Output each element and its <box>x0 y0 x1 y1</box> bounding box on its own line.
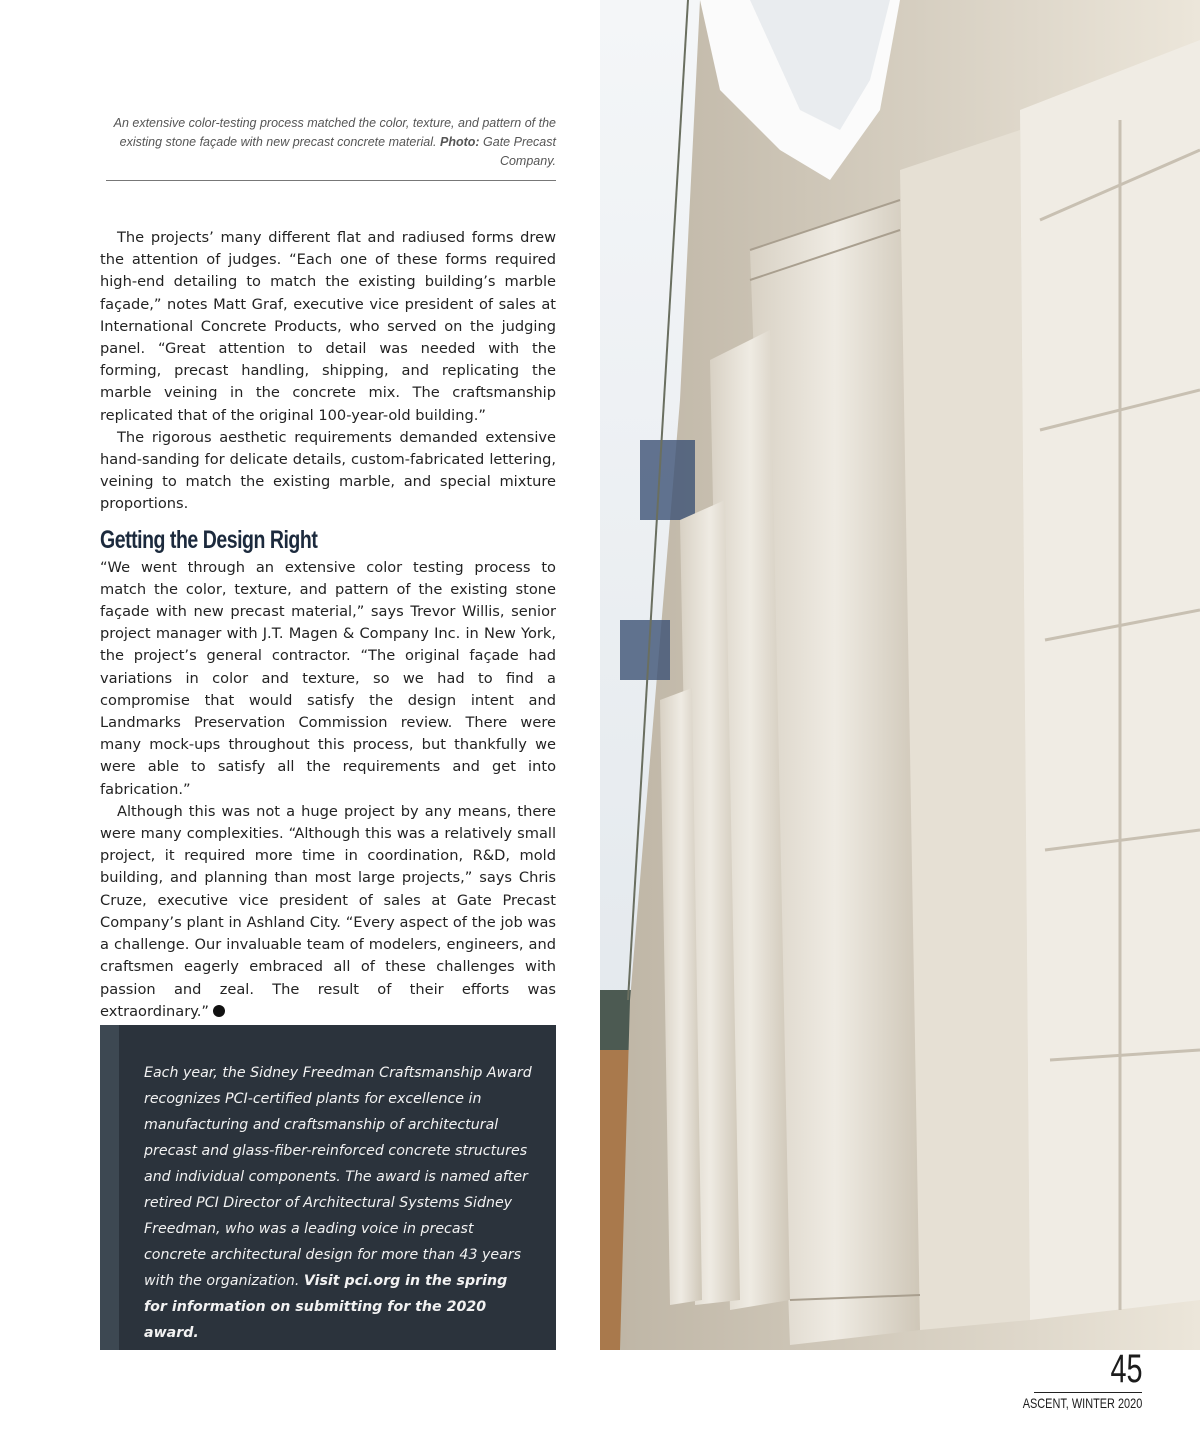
caption-text: An extensive color-testing process matched the color, texture, and pattern of the existing stone façade with new precast concrete material. <box>113 116 556 149</box>
magazine-issue: ASCENT, WINTER 2020 <box>1022 1395 1142 1411</box>
sidebar-accent-bar <box>100 1025 119 1350</box>
sidebar-description: Each year, the Sidney Freedman Craftsmanship Award recognizes PCI-certified plants for excellence in manufacturing and craftsmanship of architectural precast and glass-fiber-reinforced concrete structures and individual components. The award is named after retired PCI Director of Architectural Systems Sidney Freedman, who was a leading voice in precast concrete architectural design for more than 43 years with the organization. <box>144 1065 532 1289</box>
end-of-article-bullet-icon <box>213 1005 225 1017</box>
sidebar-call-to-action: Visit pci.org in the spring for information on submitting for the 2020 award. <box>144 1273 508 1341</box>
article-paragraph-3: “We went through an extensive color testing process to match the color, texture, and pattern of the existing stone façade with new precast material,” says Trevor Willis, senior project manager with J.T. Magen & Company Inc. in New York, the project’s general contractor. “The original façade had variations in color and texture, so we had to find a compromise that would satisfy the design intent and Landmarks Preservation Commission review. There were many mock-ups throughout this process, but thankfully we were able to satisfy all the requirements and get into fabrication.” <box>100 558 556 798</box>
article-paragraph-4-text: Although this was not a huge project by any means, there were many complexities. “Although this was a relatively small project, it required more time in coordination, R&D, mold building, and planning than most large projects,” says Chris Cruze, executive vice president of sales at Gate Precast Company’s plant in Ashland City. “Every aspect of the job was a challenge. Our invaluable team of modelers, engineers, and craftsmen eagerly embraced all of these challenges with passion and zeal. The result of their efforts was extraordinary.” <box>100 802 556 1020</box>
caption-divider <box>106 180 556 181</box>
photo-caption <box>104 114 556 171</box>
article-paragraph-2: The rigorous aesthetic requirements demanded extensive hand-sanding for delicate details, custom-fabricated lettering, veining to match the existing marble, and special mixture proportions. <box>100 428 556 513</box>
page-number: 45 <box>1109 1347 1142 1391</box>
award-sidebar <box>100 1025 556 1350</box>
folio-divider <box>1034 1392 1142 1393</box>
article-paragraph-1: The projects’ many different flat and radiused forms drew the attention of judges. “Each one of these forms required high-end detailing to match the existing building’s marble façade,” notes Matt Graf, executive vice president of sales at International Concrete Products, who served on the judging panel. “Great attention to detail was needed with the forming, precast handling, shipping, and replicating the marble veining in the concrete mix. The craftsmanship replicated that of the original 100-year-old building.” <box>100 229 556 424</box>
photo-credit-label: Photo: <box>439 135 480 149</box>
article-body <box>100 227 556 1023</box>
photo-credit-name: Gate Precast Company. <box>479 135 556 168</box>
article-paragraph-4 <box>100 801 556 1023</box>
building-facade-photo <box>600 0 1200 1350</box>
section-heading: Getting the Design Right <box>100 525 318 554</box>
facade-photo-illustration <box>600 0 1200 1350</box>
sidebar-text <box>144 1060 534 1346</box>
